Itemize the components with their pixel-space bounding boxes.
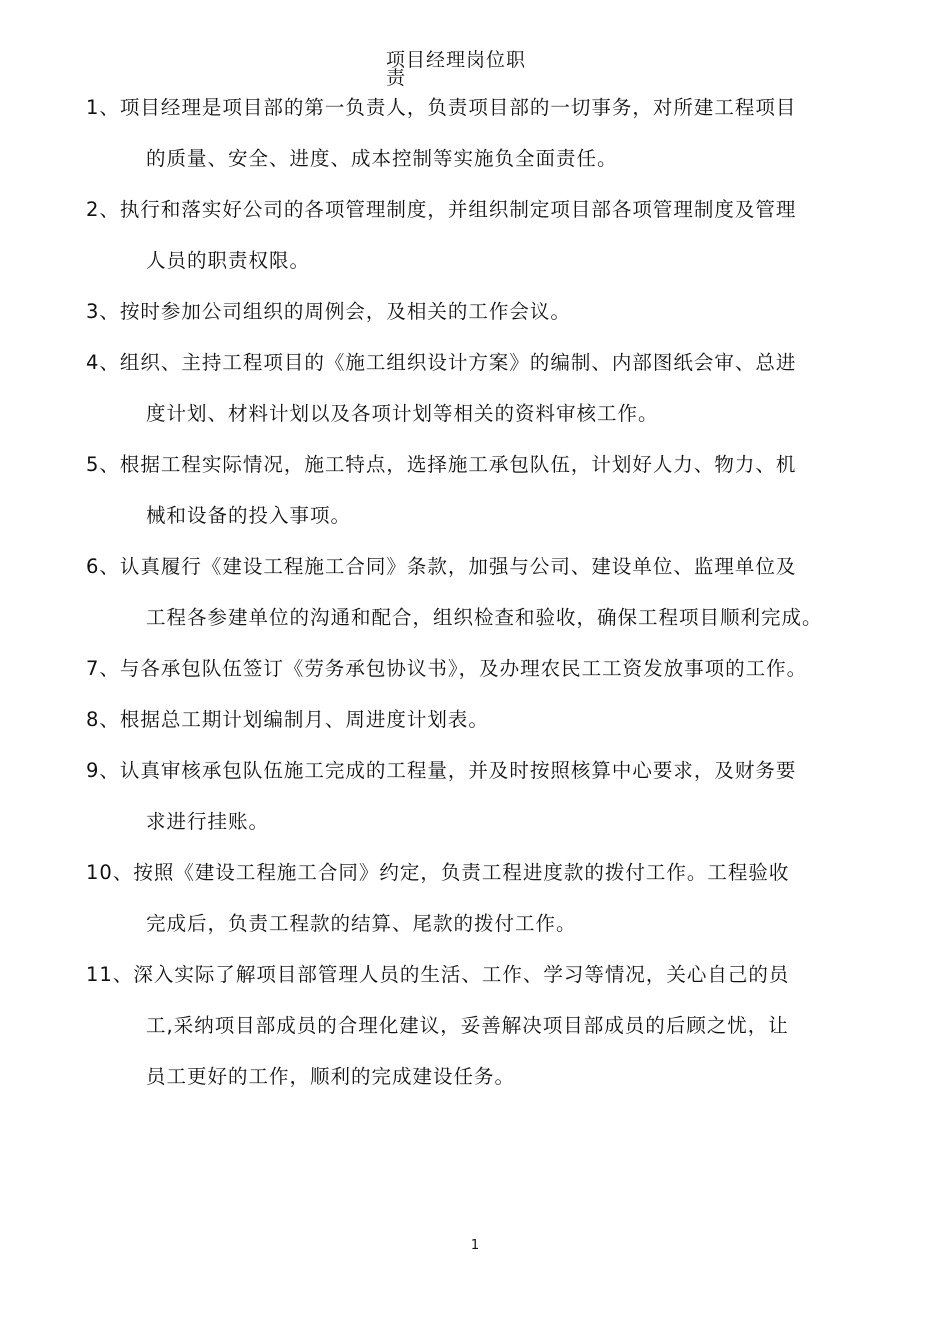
- item-line: 11、深入实际了解项目部管理人员的生活、工作、学习等情况，关心自己的员: [86, 963, 790, 986]
- duty-list: [86, 82, 886, 1102]
- item-line: 7、与各承包队伍签订《劳务承包协议书》，及办理农民工工资发放事项的工作。: [86, 657, 808, 680]
- item-line: 工程各参建单位的沟通和配合，组织检查和验收，确保工程项目顺利完成。: [146, 606, 823, 629]
- list-item: [86, 694, 886, 745]
- item-line: 度计划、材料计划以及各项计划等相关的资料审核工作。: [146, 402, 659, 425]
- list-item: [86, 745, 886, 847]
- item-line: 工,采纳项目部成员的合理化建议，妥善解决项目部成员的后顾之忧，让: [146, 1014, 789, 1037]
- list-item: [86, 337, 886, 439]
- list-item: [86, 184, 886, 286]
- item-line: 人员的职责权限。: [146, 249, 311, 272]
- item-line: 1、项目经理是项目部的第一负责人，负责项目部的一切事务，对所建工程项目: [86, 96, 797, 119]
- item-line: 3、按时参加公司组织的周例会，及相关的工作会议。: [86, 300, 571, 323]
- list-item: [86, 847, 886, 949]
- item-line: 员工更好的工作，顺利的完成建设任务。: [146, 1065, 516, 1088]
- list-item: [86, 286, 886, 337]
- list-item: [86, 541, 886, 643]
- item-line: 6、认真履行《建设工程施工合同》条款，加强与公司、建设单位、监理单位及: [86, 555, 797, 578]
- item-line: 2、执行和落实好公司的各项管理制度，并组织制定项目部各项管理制度及管理: [86, 198, 797, 221]
- item-line: 4、组织、主持工程项目的《施工组织设计方案》的编制、内部图纸会审、总进: [86, 351, 797, 374]
- list-item: [86, 643, 886, 694]
- item-line: 完成后，负责工程款的结算、尾款的拨付工作。: [146, 912, 577, 935]
- page-number: 1: [470, 1238, 480, 1253]
- title-line-1: 项目经理岗位职: [386, 49, 527, 71]
- list-item: [86, 949, 886, 1102]
- item-line: 9、认真审核承包队伍施工完成的工程量，并及时按照核算中心要求，及财务要: [86, 759, 797, 782]
- item-line: 械和设备的投入事项。: [146, 504, 352, 527]
- title-line-2: 责: [386, 67, 407, 89]
- item-line: 5、根据工程实际情况，施工特点，选择施工承包队伍，计划好人力、物力、机: [86, 453, 797, 476]
- item-line: 的质量、安全、进度、成本控制等实施负全面责任。: [146, 147, 618, 170]
- list-item: [86, 82, 886, 184]
- item-line: 10、按照《建设工程施工合同》约定，负责工程进度款的拨付工作。工程验收: [86, 861, 790, 884]
- list-item: [86, 439, 886, 541]
- item-line: 8、根据总工期计划编制月、周进度计划表。: [86, 708, 489, 731]
- item-line: 求进行挂账。: [146, 810, 270, 833]
